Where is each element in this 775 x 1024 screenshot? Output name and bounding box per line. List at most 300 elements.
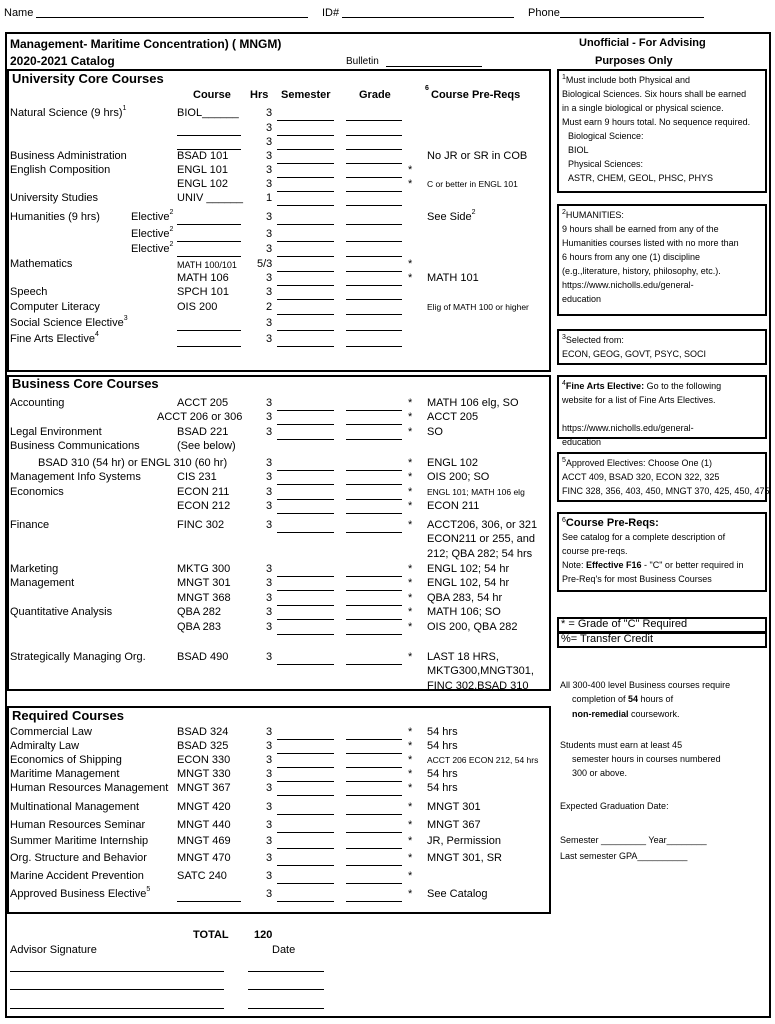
semester-field[interactable] — [277, 484, 334, 485]
biz-label: Marketing — [10, 563, 59, 575]
note-line: education — [562, 437, 602, 447]
signature-line[interactable] — [10, 1008, 224, 1009]
grade-field[interactable] — [346, 330, 402, 331]
biz-prereq: ECON211 or 255, and — [427, 533, 536, 545]
biz-prereq: MATH 106; SO — [427, 606, 501, 618]
grade-field[interactable] — [346, 605, 402, 606]
grade-field[interactable] — [346, 224, 402, 225]
grade-field[interactable] — [346, 135, 402, 136]
biz-prereq: FINC 302,BSAD 310 — [427, 680, 529, 692]
semester-field[interactable] — [277, 883, 334, 884]
grade-field[interactable] — [346, 767, 402, 768]
semester-field[interactable] — [277, 848, 334, 849]
semester-field[interactable] — [277, 513, 334, 514]
footnote-marker: 2 — [169, 241, 174, 248]
biz-label: Accounting — [10, 397, 65, 409]
univ-label: Business Administration — [10, 150, 127, 162]
semester-field[interactable] — [277, 832, 334, 833]
grade-c-star: * — [408, 651, 413, 663]
phone-label: Phone — [528, 7, 560, 19]
grade-field[interactable] — [346, 865, 402, 866]
req-hrs: 3 — [266, 870, 273, 882]
grade-c-star: * — [408, 870, 413, 882]
semester-field[interactable] — [277, 865, 334, 866]
biz-prereq: QBA 283, 54 hr — [427, 592, 503, 604]
date-line[interactable] — [248, 1008, 324, 1009]
note-54-hours: completion of 54 hours of — [572, 694, 674, 704]
unofficial-label: Unofficial - For Advising — [579, 37, 706, 49]
elective-label: Elective$^2$ — [131, 241, 174, 255]
note-line: ACCT 409, BSAD 320, ECON 322, 325 — [562, 472, 720, 482]
univ-hrs: 3 — [266, 286, 273, 298]
req-hrs: 3 — [266, 888, 273, 900]
semester-year-field: Semester _________ Year________ — [560, 835, 707, 845]
req-prereq: See Catalog — [427, 888, 488, 900]
grade-field[interactable] — [346, 781, 402, 782]
note-line: Humanities courses listed with no more than — [562, 238, 739, 248]
elective-label: Elective$^2$ — [131, 226, 174, 240]
grade-field[interactable] — [346, 901, 402, 902]
biz-course: ACCT 206 or 306 — [157, 411, 243, 423]
note-line: $^3$Selected from: — [562, 334, 624, 345]
col-prereq-sup — [425, 87, 429, 99]
semester-field[interactable] — [277, 576, 334, 577]
biz-label: Management — [10, 577, 75, 589]
biz-hrs: 3 — [266, 397, 273, 409]
grade-field[interactable] — [346, 177, 402, 178]
univ-hrs: 3 — [266, 150, 273, 162]
univ-label: Social Science Elective$^3$ — [10, 315, 128, 329]
col-semester: Semester — [281, 89, 331, 101]
footnote-marker: 3 — [123, 315, 128, 322]
semester-field[interactable] — [277, 224, 334, 225]
req-prereq: 54 hrs — [427, 782, 458, 794]
semester-field[interactable] — [277, 664, 334, 665]
grade-field[interactable] — [346, 795, 402, 796]
note-line: in a single biological or physical science. — [562, 103, 724, 113]
note-course-prereqs — [557, 512, 767, 592]
note-line: Biological Sciences. Six hours shall be earned — [562, 89, 747, 99]
footnote-marker: 2 — [471, 209, 476, 216]
univ-label: Natural Science (9 hrs)$^1$ — [10, 105, 127, 119]
grade-c-star: * — [408, 519, 413, 531]
note-line: Biological Science: — [568, 131, 644, 141]
biz-prereq: ACCT 205 — [427, 411, 479, 423]
semester-field[interactable] — [277, 619, 334, 620]
semester-field[interactable] — [277, 424, 334, 425]
note-social-science — [557, 329, 767, 365]
grade-c-legend: * = Grade of "C" Required — [561, 618, 688, 630]
req-course: ECON 330 — [177, 754, 231, 766]
name-label: Name — [4, 7, 34, 19]
semester-field[interactable] — [277, 781, 334, 782]
semester-field[interactable] — [277, 271, 334, 272]
grade-c-star: * — [408, 768, 413, 780]
semester-field[interactable] — [277, 753, 334, 754]
req-label: Approved Business Elective$^5$ — [10, 886, 151, 900]
grade-field[interactable] — [346, 532, 402, 533]
biz-course: ECON 212 — [177, 500, 231, 512]
grade-field[interactable] — [346, 848, 402, 849]
semester-field[interactable] — [277, 191, 334, 192]
note-line: education — [562, 294, 602, 304]
note-emphasis: Effective F16 — [586, 560, 642, 570]
grade-field[interactable] — [346, 120, 402, 121]
grade-field[interactable] — [346, 191, 402, 192]
biz-course: BSAD 490 — [177, 651, 229, 663]
univ-course: BIOL______ — [177, 107, 239, 119]
note-line: Physical Sciences: — [568, 159, 644, 169]
semester-field[interactable] — [277, 205, 334, 206]
req-course: BSAD 324 — [177, 726, 229, 738]
biz-prereq: OIS 200; SO — [427, 471, 490, 483]
biz-hrs: 3 — [266, 577, 273, 589]
univ-hrs: 3 — [266, 211, 273, 223]
univ-hrs: 3 — [266, 107, 273, 119]
grade-c-star: * — [408, 457, 413, 469]
grade-c-star: * — [408, 592, 413, 604]
note-line: 9 hours shall be earned from any of the — [562, 224, 719, 234]
biz-prereq: ENGL 102 — [427, 457, 478, 469]
grade-field[interactable] — [346, 664, 402, 665]
footnote-marker: 2 — [169, 209, 174, 216]
grade-c-star: * — [408, 835, 413, 847]
biz-label: Management Info Systems — [10, 471, 141, 483]
univ-hrs: 3 — [266, 122, 273, 134]
grade-field[interactable] — [346, 513, 402, 514]
req-prereq: ACCT 206 ECON 212, 54 hrs — [427, 755, 539, 765]
elective-label: Elective$^2$ — [131, 209, 174, 223]
gpa-field: Last semester GPA__________ — [560, 851, 688, 861]
footnote-marker: 3 — [562, 334, 566, 341]
semester-field[interactable] — [277, 410, 334, 411]
note-line: course pre-reqs. — [562, 546, 628, 556]
biz-hrs: 3 — [266, 592, 273, 604]
biz-hrs: 3 — [266, 426, 273, 438]
biz-prereq: 212; QBA 282; 54 hrs — [427, 548, 533, 560]
col-hrs: Hrs — [250, 89, 269, 101]
grade-field[interactable] — [346, 814, 402, 815]
univ-course: OIS 200 — [177, 301, 218, 313]
name-field[interactable] — [36, 17, 308, 18]
note-line — [562, 516, 762, 530]
required-heading: Required Courses — [12, 708, 124, 723]
semester-field[interactable] — [277, 634, 334, 635]
req-prereq: MNGT 367 — [427, 819, 481, 831]
univ-hrs: 3 — [266, 243, 273, 255]
footnote-marker: 1 — [562, 74, 566, 81]
biz-prereq: ENGL 101; MATH 106 elg — [427, 487, 525, 497]
req-hrs: 3 — [266, 852, 273, 864]
biz-course: MNGT 301 — [177, 577, 231, 589]
grade-c-star: * — [408, 577, 413, 589]
note-line: Must earn 9 hours total. No sequence required. — [562, 117, 751, 127]
footnote-marker: 1 — [122, 105, 127, 112]
note-approved-electives — [557, 452, 770, 502]
req-course: SATC 240 — [177, 870, 227, 882]
req-hrs: 3 — [266, 768, 273, 780]
biz-course: MKTG 300 — [177, 563, 231, 575]
univ-prereq: Elig of MATH 100 or higher — [427, 302, 529, 312]
univ-label: Mathematics — [10, 258, 73, 270]
grade-field[interactable] — [346, 163, 402, 164]
req-prereq: MNGT 301 — [427, 801, 481, 813]
advisor-signature-label: Advisor Signature — [10, 944, 97, 956]
signature-line[interactable] — [10, 971, 224, 972]
grade-c-star: * — [408, 801, 413, 813]
footnote-marker: 6 — [562, 517, 566, 524]
total-label: TOTAL — [193, 929, 229, 941]
semester-field[interactable] — [277, 739, 334, 740]
req-hrs: 3 — [266, 801, 273, 813]
biz-label: Finance — [10, 519, 50, 531]
note-45-hours: Students must earn at least 45 — [560, 740, 683, 750]
course-blank[interactable] — [177, 346, 241, 347]
biz-course: ECON 211 — [177, 486, 230, 498]
grade-field[interactable] — [346, 590, 402, 591]
note-natural-science — [557, 69, 767, 193]
grade-field[interactable] — [346, 285, 402, 286]
grade-field[interactable] — [346, 410, 402, 411]
biz-course: (See below) — [177, 440, 236, 452]
course-blank[interactable] — [177, 901, 241, 902]
grade-field[interactable] — [346, 205, 402, 206]
univ-prereq: No JR or SR in COB — [427, 150, 528, 162]
id-label: ID# — [322, 7, 340, 19]
semester-field[interactable] — [277, 149, 334, 150]
univ-prereq: See Side$^2$ — [427, 209, 476, 223]
note-line: Note: Effective F16 - "C" or better required in — [562, 560, 744, 570]
semester-field[interactable] — [277, 120, 334, 121]
grade-field[interactable] — [346, 424, 402, 425]
footnote-marker: 6 — [425, 85, 429, 92]
footnote-marker: 5 — [146, 886, 151, 893]
semester-field[interactable] — [277, 470, 334, 471]
note-line: website for a list of Fine Arts Electives. — [562, 395, 716, 405]
grade-c-star: * — [408, 726, 413, 738]
semester-field[interactable] — [277, 346, 334, 347]
req-hrs: 3 — [266, 782, 273, 794]
note-300-level: All 300-400 level Business courses require — [560, 680, 731, 690]
note-line: https://www.nicholls.edu/general- — [562, 280, 694, 290]
univ-label: Fine Arts Elective$^4$ — [10, 331, 99, 345]
semester-field[interactable] — [277, 590, 334, 591]
univ-hrs: 3 — [266, 136, 273, 148]
req-course: MNGT 367 — [177, 782, 231, 794]
semester-field[interactable] — [277, 605, 334, 606]
biz-prereq: ENGL 102; 54 hr — [427, 563, 510, 575]
univ-prereq: MATH 101 — [427, 272, 479, 284]
univ-course: ENGL 101 — [177, 164, 228, 176]
grade-c-star: * — [408, 563, 413, 575]
univ-hrs: 5/3 — [257, 258, 273, 270]
biz-label: Economics — [10, 486, 64, 498]
req-hrs: 3 — [266, 754, 273, 766]
req-course: MNGT 470 — [177, 852, 231, 864]
semester-field[interactable] — [277, 439, 334, 440]
course-blank[interactable] — [177, 330, 241, 331]
grade-field[interactable] — [346, 832, 402, 833]
biz-course: FINC 302 — [177, 519, 225, 531]
biz-label: Quantitative Analysis — [10, 606, 113, 618]
grade-c-star: * — [408, 426, 413, 438]
biz-course: QBA 283 — [177, 621, 222, 633]
grade-c-star: * — [408, 888, 413, 900]
note-fine-arts — [557, 375, 767, 447]
semester-field[interactable] — [277, 499, 334, 500]
grade-c-star: * — [408, 178, 413, 190]
req-label: Marine Accident Prevention — [10, 870, 144, 882]
req-prereq: 54 hrs — [427, 740, 458, 752]
univ-hrs: 1 — [266, 192, 273, 204]
semester-field[interactable] — [277, 241, 334, 242]
id-field[interactable] — [342, 17, 514, 18]
date-line[interactable] — [248, 989, 324, 990]
grade-field[interactable] — [346, 256, 402, 257]
university-core-heading: University Core Courses — [12, 71, 164, 86]
biz-hrs: 3 — [266, 621, 273, 633]
req-prereq: MNGT 301, SR — [427, 852, 502, 864]
biz-hrs: 3 — [266, 500, 273, 512]
semester-field[interactable] — [277, 285, 334, 286]
semester-field[interactable] — [277, 314, 334, 315]
semester-field[interactable] — [277, 532, 334, 533]
biz-prereq: SO — [427, 426, 443, 438]
bulletin-field[interactable] — [386, 66, 482, 67]
semester-field[interactable] — [277, 177, 334, 178]
grade-field[interactable] — [346, 634, 402, 635]
biz-course: ACCT 205 — [177, 397, 229, 409]
semester-field[interactable] — [277, 795, 334, 796]
biz-label: BSAD 310 (54 hr) or ENGL 310 (60 hr) — [38, 457, 228, 469]
grade-c-star: * — [408, 486, 413, 498]
grade-c-star: * — [408, 754, 413, 766]
req-course: MNGT 469 — [177, 835, 231, 847]
course-blank[interactable] — [177, 256, 241, 257]
grade-c-star: * — [408, 852, 413, 864]
note-line: See catalog for a complete description of — [562, 532, 726, 542]
grade-field[interactable] — [346, 299, 402, 300]
grade-field[interactable] — [346, 883, 402, 884]
date-line[interactable] — [248, 971, 324, 972]
biz-prereq: LAST 18 HRS, — [427, 651, 499, 663]
semester-field[interactable] — [277, 135, 334, 136]
univ-course: MATH 100/101 — [177, 260, 237, 270]
grade-field[interactable] — [346, 484, 402, 485]
univ-course: BSAD 101 — [177, 150, 229, 162]
biz-course: QBA 282 — [177, 606, 222, 618]
req-label: Economics of Shipping — [10, 754, 122, 766]
univ-course: SPCH 101 — [177, 286, 229, 298]
note-line: https://www.nicholls.edu/general- — [562, 423, 694, 433]
note-line: Pre-Req's for most Business Courses — [562, 574, 712, 584]
univ-label: English Composition — [10, 164, 111, 176]
grade-field[interactable] — [346, 576, 402, 577]
grade-field[interactable] — [346, 241, 402, 242]
grade-c-star: * — [408, 500, 413, 512]
biz-course: CIS 231 — [177, 471, 217, 483]
grade-c-star: * — [408, 471, 413, 483]
semester-field[interactable] — [277, 901, 334, 902]
univ-label: Speech — [10, 286, 48, 298]
course-blank[interactable] — [177, 241, 241, 242]
note-humanities — [557, 204, 767, 316]
semester-field[interactable] — [277, 256, 334, 257]
biz-label: Strategically Managing Org. — [10, 651, 146, 663]
req-label: Org. Structure and Behavior — [10, 852, 147, 864]
note-line: $^1$Must include both Physical and — [562, 74, 690, 85]
grade-c-star: * — [408, 782, 413, 794]
note-emphasis: 54 — [628, 694, 639, 704]
req-label: Maritime Management — [10, 768, 120, 780]
col-prereq: Course Pre-Reqs — [431, 89, 521, 101]
signature-line[interactable] — [10, 989, 224, 990]
req-course: MNGT 330 — [177, 768, 231, 780]
note-non-remedial: non-remedial coursework. — [572, 709, 680, 719]
req-hrs: 3 — [266, 726, 273, 738]
phone-field[interactable] — [560, 17, 704, 18]
note-300-above: 300 or above. — [572, 768, 628, 778]
grade-field[interactable] — [346, 439, 402, 440]
grade-c-star: * — [408, 621, 413, 633]
biz-hrs: 3 — [266, 457, 273, 469]
semester-field[interactable] — [277, 163, 334, 164]
note-line: BIOL — [568, 145, 589, 155]
req-label: Summer Maritime Internship — [10, 835, 149, 847]
univ-label: University Studies — [10, 192, 99, 204]
req-label: Admiralty Law — [10, 740, 80, 752]
req-prereq: 54 hrs — [427, 768, 458, 780]
grade-field[interactable] — [346, 753, 402, 754]
note-emphasis: non-remedial — [572, 709, 629, 719]
univ-label: Computer Literacy — [10, 301, 100, 313]
grade-field[interactable] — [346, 619, 402, 620]
grade-c-star: * — [408, 411, 413, 423]
note-title: Fine Arts Elective: — [565, 381, 645, 391]
univ-course: MATH 106 — [177, 272, 229, 284]
grade-field[interactable] — [346, 499, 402, 500]
univ-hrs: 3 — [266, 272, 273, 284]
course-blank[interactable] — [177, 135, 241, 136]
req-prereq: JR, Permission — [427, 835, 501, 847]
grade-field[interactable] — [346, 739, 402, 740]
semester-field[interactable] — [277, 330, 334, 331]
col-course: Course — [193, 89, 231, 101]
graduation-date-label: Expected Graduation Date: — [560, 801, 669, 811]
req-prereq: 54 hrs — [427, 726, 458, 738]
note-line: ECON, GEOG, GOVT, PSYC, SOCI — [562, 349, 707, 359]
req-label: Commercial Law — [10, 726, 92, 738]
note-line: 6 hours from any one (1) discipline — [562, 252, 701, 262]
biz-hrs: 3 — [266, 563, 273, 575]
grade-field[interactable] — [346, 470, 402, 471]
grade-field[interactable] — [346, 271, 402, 272]
univ-hrs: 3 — [266, 228, 273, 240]
univ-course: UNIV ______ — [177, 192, 244, 204]
course-blank[interactable] — [177, 224, 241, 225]
req-course: BSAD 325 — [177, 740, 229, 752]
date-label: Date — [272, 944, 296, 956]
semester-field[interactable] — [277, 299, 334, 300]
semester-field[interactable] — [277, 767, 334, 768]
univ-hrs: 3 — [266, 317, 273, 329]
grade-field[interactable] — [346, 149, 402, 150]
semester-field[interactable] — [277, 814, 334, 815]
biz-course: BSAD 221 — [177, 426, 229, 438]
grade-field[interactable] — [346, 346, 402, 347]
grade-field[interactable] — [346, 314, 402, 315]
biz-prereq: OIS 200, QBA 282 — [427, 621, 518, 633]
